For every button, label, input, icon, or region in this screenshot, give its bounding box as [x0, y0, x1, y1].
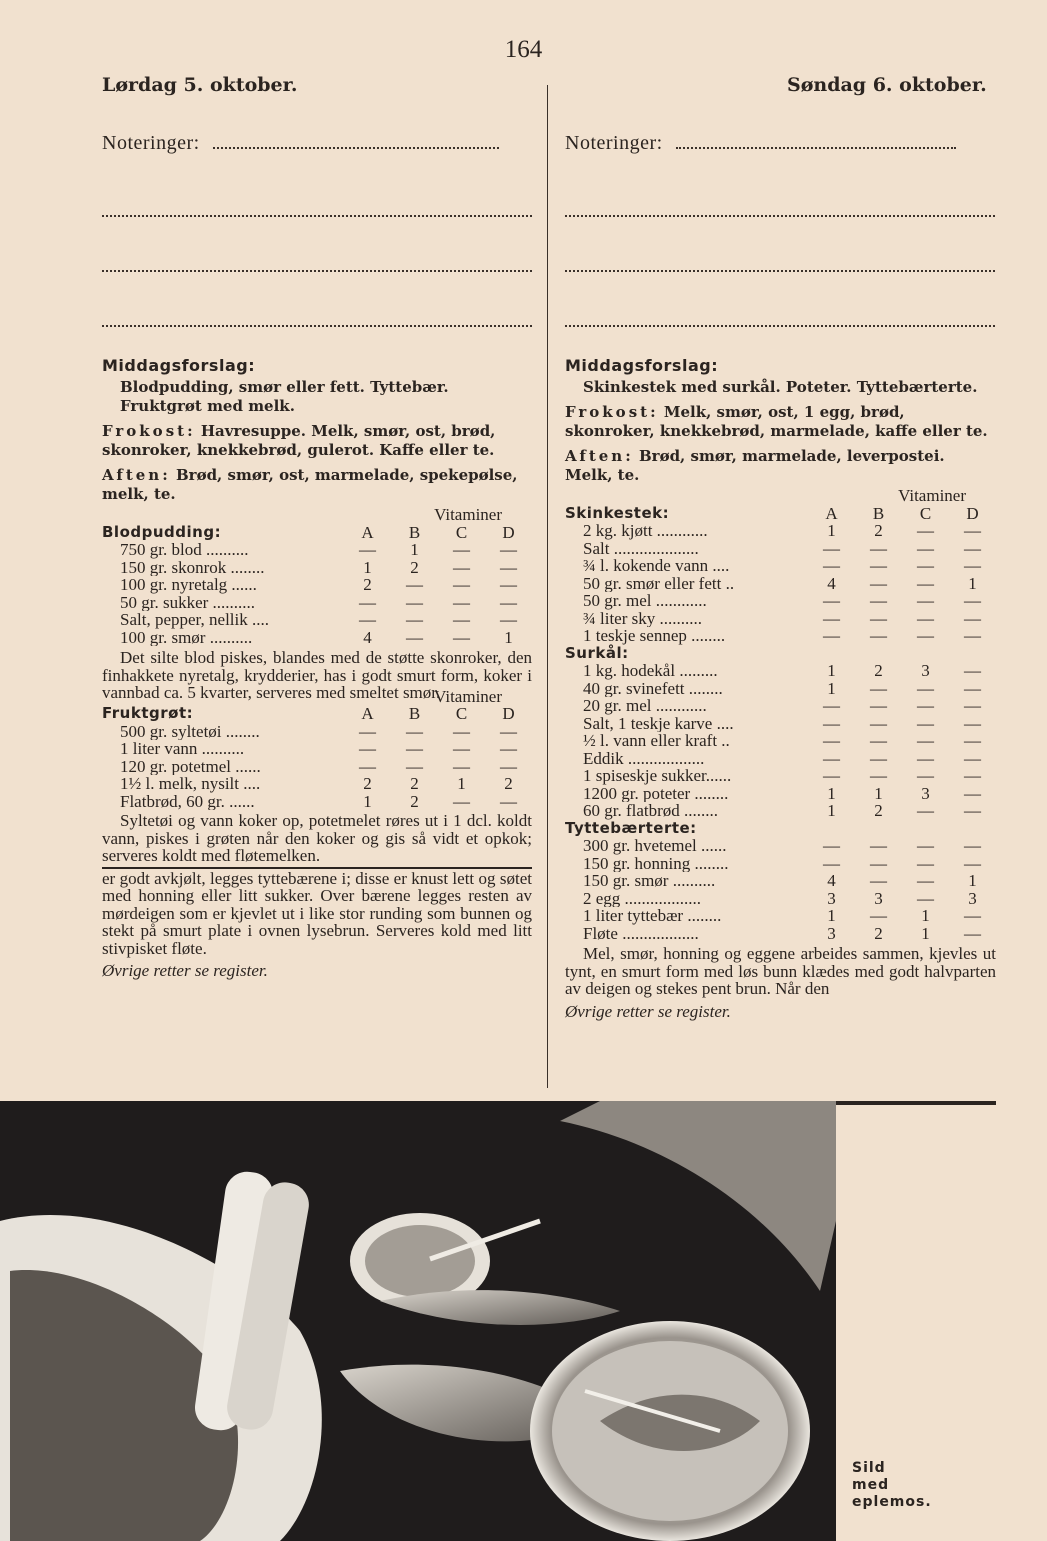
vit-b: 2: [874, 923, 883, 943]
vit-a: 1: [827, 521, 836, 540]
vit-b: —: [870, 853, 887, 873]
ingredient: 1½ l. melk, nysilt ....: [120, 775, 261, 793]
vit-a: —: [823, 748, 840, 768]
col-header: D: [502, 704, 515, 723]
vit-b: 2: [874, 521, 883, 540]
table-row: [565, 750, 996, 768]
vit-d: —: [964, 678, 981, 698]
table-row: [102, 559, 532, 577]
col-header: C: [919, 503, 932, 523]
right-footer: Øvrige retter se register.: [565, 1001, 731, 1021]
vit-b: 3: [874, 888, 883, 908]
left-notes-line[interactable]: [102, 272, 532, 327]
vit-b: —: [870, 573, 887, 593]
vit-a: 1: [827, 906, 836, 925]
ingredient: 2 egg ..................: [583, 889, 702, 907]
ingredient: Flatbrød, 60 gr. ......: [120, 792, 255, 810]
table-row: [102, 611, 532, 629]
right-notes-line[interactable]: [565, 155, 995, 217]
bowl-content: [365, 1225, 475, 1297]
table-row: [565, 540, 996, 558]
ingredient: 60 gr. flatbrød ........: [583, 802, 719, 820]
vit-c: —: [917, 696, 934, 715]
vit-d: —: [964, 923, 981, 943]
table-row: [565, 872, 996, 890]
vit-b: —: [870, 696, 887, 715]
right-menu-line: Skinkestek med surkål. Poteter. Tyttebærterte.: [583, 378, 978, 396]
vit-d: —: [964, 538, 981, 558]
col-header: A: [361, 704, 374, 723]
table-row: [102, 576, 532, 594]
vit-d: —: [964, 661, 981, 680]
vit-a: —: [823, 591, 840, 610]
table-row: [565, 925, 996, 943]
left-dinner-title: Middagsforslag:: [102, 356, 256, 375]
vit-d: —: [500, 557, 517, 577]
right-notes-label: Noteringer:: [565, 132, 663, 154]
vit-d: —: [964, 713, 981, 733]
table-row: [565, 907, 996, 925]
vit-b: 2: [874, 801, 883, 820]
ingredient: Fløte ..................: [583, 924, 699, 942]
vit-c: —: [917, 678, 934, 698]
col-header: C: [455, 522, 468, 542]
vit-c: 3: [921, 661, 930, 680]
vit-b: —: [870, 731, 887, 750]
vit-d: —: [500, 592, 517, 612]
ingredient: 1 liter tyttebær ........: [583, 907, 722, 925]
vit-d: —: [500, 540, 517, 559]
vit-c: —: [917, 608, 934, 628]
vit-b: —: [406, 627, 423, 647]
ingredient: ½ l. vann eller kraft ..: [583, 732, 730, 750]
blodpudding-instructions: Det silte blod piskes, blandes med de støtte skonroker, den finhakkete nyretalg, krydderier, has i godt smurt form, koker i vannbad ca. 5 kvarter, serveres med smeltet smør.: [102, 648, 532, 702]
vit-d: —: [500, 756, 517, 776]
vit-c: —: [917, 556, 934, 575]
vit-a: 4: [827, 871, 836, 890]
vit-b: 2: [874, 661, 883, 680]
vit-c: 3: [921, 783, 930, 803]
table-row: [565, 767, 996, 785]
vit-b: —: [406, 592, 423, 612]
table-row: [565, 837, 996, 855]
vit-d: 1: [968, 573, 977, 593]
vit-d: —: [964, 783, 981, 803]
right-notes-line[interactable]: [565, 217, 995, 272]
vit-d: —: [964, 801, 981, 820]
vit-c: 1: [921, 923, 930, 943]
vit-c: —: [917, 801, 934, 820]
food-photo: [0, 1101, 836, 1541]
vit-b: —: [870, 906, 887, 925]
table-row: [565, 610, 996, 628]
left-evening: [102, 466, 532, 504]
right-evening: [565, 447, 996, 485]
vit-d: —: [500, 610, 517, 629]
ingredient: Salt, 1 teskje karve ....: [583, 714, 734, 732]
vit-c: —: [917, 591, 934, 610]
right-notes-line[interactable]: [565, 272, 995, 327]
table-row: [565, 627, 996, 645]
table-row: [102, 594, 532, 612]
table-row: [565, 732, 996, 750]
vit-c: —: [917, 573, 934, 593]
vit-a: 1: [827, 678, 836, 698]
ingredient: 120 gr. potetmel ......: [120, 757, 261, 775]
right-breakfast: [565, 403, 996, 441]
left-evening-label: Aften:: [102, 466, 171, 484]
vit-d: —: [500, 739, 517, 758]
table-row: [565, 715, 996, 733]
ingredient: Salt ....................: [583, 539, 699, 557]
col-header: C: [455, 704, 468, 723]
ingredient: ¾ l. kokende vann ....: [583, 557, 730, 575]
table-row: [565, 697, 996, 715]
vit-d: —: [964, 906, 981, 925]
recipe-title: Fruktgrøt:: [102, 704, 194, 722]
vitamins-header: Vitaminer: [898, 486, 966, 505]
recipe-title: Blodpudding:: [102, 522, 222, 541]
ingredient: 1 kg. hodekål .........: [583, 662, 718, 680]
vit-b: 2: [410, 774, 419, 793]
right-day-title: Søndag 6. oktober.: [787, 74, 987, 96]
ingredient: 1 spiseskje sukker......: [583, 767, 732, 785]
vit-c: —: [917, 888, 934, 908]
recipe-title: Surkål:: [565, 643, 629, 662]
vit-a: —: [823, 836, 840, 855]
vit-d: —: [500, 721, 517, 741]
caption-line: Sild: [852, 1460, 886, 1476]
vit-b: 1: [410, 540, 419, 559]
vitamins-header: Vitaminer: [434, 505, 502, 524]
vit-d: —: [964, 626, 981, 645]
vit-b: —: [870, 678, 887, 698]
vit-a: —: [823, 766, 840, 785]
col-header: D: [502, 522, 515, 542]
right-notes-dots: [676, 147, 956, 149]
table-row: [102, 541, 532, 559]
vit-a: —: [823, 608, 840, 628]
vit-a: —: [823, 696, 840, 715]
ingredient: 50 gr. smør eller fett ..: [583, 574, 735, 592]
vit-d: 2: [504, 774, 513, 793]
table-row: [565, 785, 996, 803]
ingredient: 750 gr. blod ..........: [120, 541, 249, 559]
left-menu-line: Blodpudding, smør eller fett. Tyttebær.: [120, 378, 449, 396]
ingredient: 1200 gr. poteter ........: [583, 784, 729, 802]
table-row: [565, 575, 996, 593]
left-menu-line: Fruktgrøt med melk.: [120, 397, 295, 415]
vit-a: —: [823, 538, 840, 558]
table-row: [565, 855, 996, 873]
vit-b: —: [870, 538, 887, 558]
vit-c: —: [453, 739, 470, 758]
continued-text: er godt avkjølt, legges tyttebærene i; disse er knust lett og søtet med honning eller litt sukker. Over bærene legges resten av mørdeigen som er kjevlet ut i like stor runding som bunnen og stekt på smurt plate i ovnen lysebrun. Serveres kold med litt stivpisket fløte.: [102, 868, 532, 958]
ingredient: 100 gr. smør ..........: [120, 628, 253, 646]
vit-c: —: [917, 713, 934, 733]
vit-a: —: [359, 756, 376, 776]
vit-b: —: [870, 713, 887, 733]
left-footer: Øvrige retter se register.: [102, 961, 268, 980]
right-notes: [565, 132, 995, 327]
vit-b: —: [870, 871, 887, 890]
vit-a: 1: [363, 557, 372, 577]
vit-d: —: [500, 575, 517, 594]
vit-a: 2: [363, 575, 372, 594]
vit-c: 1: [457, 774, 466, 793]
vit-c: —: [917, 853, 934, 873]
col-header: B: [408, 522, 421, 542]
table-row: [565, 522, 996, 540]
vit-b: —: [870, 836, 887, 855]
vit-c: —: [453, 575, 470, 594]
vit-b: —: [870, 626, 887, 645]
vit-b: —: [406, 739, 423, 758]
vit-a: —: [823, 713, 840, 733]
vit-c: —: [917, 731, 934, 750]
vit-a: 4: [827, 573, 836, 593]
vit-c: 1: [921, 906, 930, 925]
vit-c: —: [453, 540, 470, 559]
vit-a: —: [823, 626, 840, 645]
ingredient: 300 gr. hvetemel ......: [583, 837, 727, 855]
ingredient: 150 gr. skonrok ........: [120, 558, 265, 576]
table-row: [102, 629, 532, 647]
recipe-title: Skinkestek:: [565, 503, 670, 522]
vit-a: 3: [827, 923, 836, 943]
photo-top-rule: [836, 1101, 996, 1105]
ingredient: Eddik ..................: [583, 749, 705, 767]
vit-c: —: [453, 592, 470, 612]
right-menu: [565, 378, 996, 485]
col-header: B: [408, 704, 421, 723]
left-notes-line[interactable]: [102, 217, 532, 272]
ingredient: 1 liter vann ..........: [120, 740, 245, 758]
table-row: [565, 592, 996, 610]
vit-b: —: [406, 610, 423, 629]
vit-d: —: [964, 766, 981, 785]
vit-b: 2: [410, 557, 419, 577]
table-row: [565, 680, 996, 698]
vit-d: —: [964, 608, 981, 628]
left-column: [102, 356, 532, 981]
ingredient: 150 gr. honning ........: [583, 854, 729, 872]
right-dinner-title: Middagsforslag:: [565, 356, 719, 375]
vit-b: —: [406, 721, 423, 741]
ingredient: 50 gr. mel ............: [583, 592, 707, 610]
col-header: D: [966, 503, 979, 523]
recipe-title: Tyttebærterte:: [565, 818, 697, 837]
vit-a: 1: [827, 661, 836, 680]
vit-a: 4: [363, 627, 372, 647]
tyttebaerterte-instructions: Mel, smør, honning og eggene arbeides sammen, kjevles ut tynt, en smurt form med løs bunn klædes med godt halvparten av deigen og stekes pent brun. Når den: [565, 944, 996, 998]
left-notes-label: Noteringer:: [102, 132, 200, 154]
vit-d: —: [964, 836, 981, 855]
vit-b: —: [870, 608, 887, 628]
vit-c: —: [917, 538, 934, 558]
page-number: 164: [504, 36, 543, 63]
left-menu: [102, 378, 532, 504]
vit-d: —: [964, 853, 981, 873]
table-row: [102, 758, 532, 776]
left-notes-row[interactable]: [102, 132, 532, 155]
column-divider: [547, 85, 548, 1088]
vit-b: 2: [410, 791, 419, 811]
vit-a: 1: [827, 783, 836, 803]
vit-b: —: [870, 591, 887, 610]
vit-b: —: [406, 575, 423, 594]
vit-d: 3: [968, 888, 977, 908]
vit-c: —: [917, 766, 934, 785]
fruktgrot-table: [102, 688, 532, 811]
left-evening-text: Brød, smør, ost, marmelade, spekepølse, melk, te.: [102, 466, 518, 503]
food-photo-illustration: [0, 1101, 836, 1541]
vit-d: —: [964, 556, 981, 575]
col-header: B: [872, 503, 885, 523]
vit-a: —: [359, 610, 376, 629]
vit-a: 2: [363, 774, 372, 793]
ingredient: 20 gr. mel ............: [583, 697, 707, 715]
right-evening-label: Aften:: [565, 447, 634, 465]
left-breakfast: [102, 422, 532, 460]
vit-a: —: [359, 739, 376, 758]
skinkestek-table: [565, 487, 996, 942]
caption-line: med: [852, 1477, 890, 1493]
right-notes-row[interactable]: [565, 132, 995, 155]
vit-b: —: [870, 556, 887, 575]
vit-b: —: [870, 766, 887, 785]
vit-d: —: [964, 731, 981, 750]
vit-c: —: [453, 627, 470, 647]
vit-b: —: [406, 756, 423, 776]
table-row: [565, 662, 996, 680]
vit-c: —: [453, 721, 470, 741]
vit-c: —: [917, 626, 934, 645]
ingredient: Salt, pepper, nellik ....: [120, 611, 269, 629]
vit-a: —: [823, 731, 840, 750]
vit-b: 1: [874, 783, 883, 803]
vit-c: —: [453, 756, 470, 776]
caption-line: eplemos.: [852, 1494, 932, 1510]
table-row: [102, 740, 532, 758]
left-breakfast-text: Havresuppe. Melk, smør, ost, brød, skonroker, knekkebrød, gulerot. Kaffe eller te.: [102, 422, 496, 459]
vit-b: —: [870, 748, 887, 768]
left-notes-dots: [213, 147, 499, 149]
vitamins-header: Vitaminer: [434, 686, 502, 706]
ingredient: 2 kg. kjøtt ............: [583, 522, 708, 540]
vit-c: —: [453, 610, 470, 629]
vit-a: —: [359, 540, 376, 559]
right-breakfast-label: Frokost:: [565, 403, 659, 421]
ingredient: 1 teskje sennep ........: [583, 627, 726, 645]
vit-a: 1: [363, 791, 372, 811]
left-breakfast-label: Frokost:: [102, 422, 196, 440]
vit-c: —: [453, 557, 470, 577]
left-day-title: Lørdag 5. oktober.: [102, 74, 298, 96]
left-notes-line[interactable]: [102, 155, 532, 217]
vit-a: 1: [827, 801, 836, 820]
fruktgrot-instructions: Syltetøi og vann koker op, potetmelet røres ut i 1 dcl. koldt vann, piskes i grøten når den koker og gis så vidt et opkok; serveres koldt med fløtemelken.: [102, 811, 532, 865]
ingredient: ¾ liter sky ..........: [583, 609, 702, 627]
ingredient: 500 gr. syltetøi ........: [120, 722, 260, 740]
ingredient: 40 gr. svinefett ........: [583, 679, 723, 697]
vit-d: 1: [968, 871, 977, 890]
table-row: [102, 775, 532, 793]
right-breakfast-text: Melk, smør, ost, 1 egg, brød, skonroker, knekkebrød, marmelade, kaffe eller te.: [565, 403, 988, 440]
vit-d: —: [964, 521, 981, 540]
table-row: [565, 802, 996, 820]
vit-a: —: [823, 556, 840, 575]
blodpudding-table: [102, 506, 532, 646]
vit-a: —: [359, 721, 376, 741]
vit-a: —: [359, 592, 376, 612]
ingredient: 100 gr. nyretalg ......: [120, 576, 257, 594]
vit-c: —: [917, 836, 934, 855]
vit-c: —: [917, 748, 934, 768]
vit-d: —: [964, 591, 981, 610]
right-column: [565, 356, 996, 1022]
vit-c: —: [917, 521, 934, 540]
col-header: A: [361, 522, 374, 542]
col-header: A: [825, 503, 838, 523]
table-row: [565, 557, 996, 575]
vit-c: —: [917, 871, 934, 890]
ingredient: 50 gr. sukker ..........: [120, 593, 256, 611]
left-notes: [102, 132, 532, 327]
photo-caption: [852, 1460, 932, 1511]
vit-a: 3: [827, 888, 836, 908]
ingredient: 150 gr. smør ..........: [583, 872, 716, 890]
vit-c: —: [453, 791, 470, 811]
table-row: [102, 793, 532, 811]
vit-d: —: [964, 748, 981, 768]
vit-d: 1: [504, 627, 513, 647]
table-row: [102, 723, 532, 741]
vit-a: —: [823, 853, 840, 873]
table-row: [565, 890, 996, 908]
vit-d: —: [964, 696, 981, 715]
right-evening-text: Brød, smør, marmelade, leverpostei. Melk, te.: [565, 447, 945, 484]
vit-d: —: [500, 791, 517, 811]
